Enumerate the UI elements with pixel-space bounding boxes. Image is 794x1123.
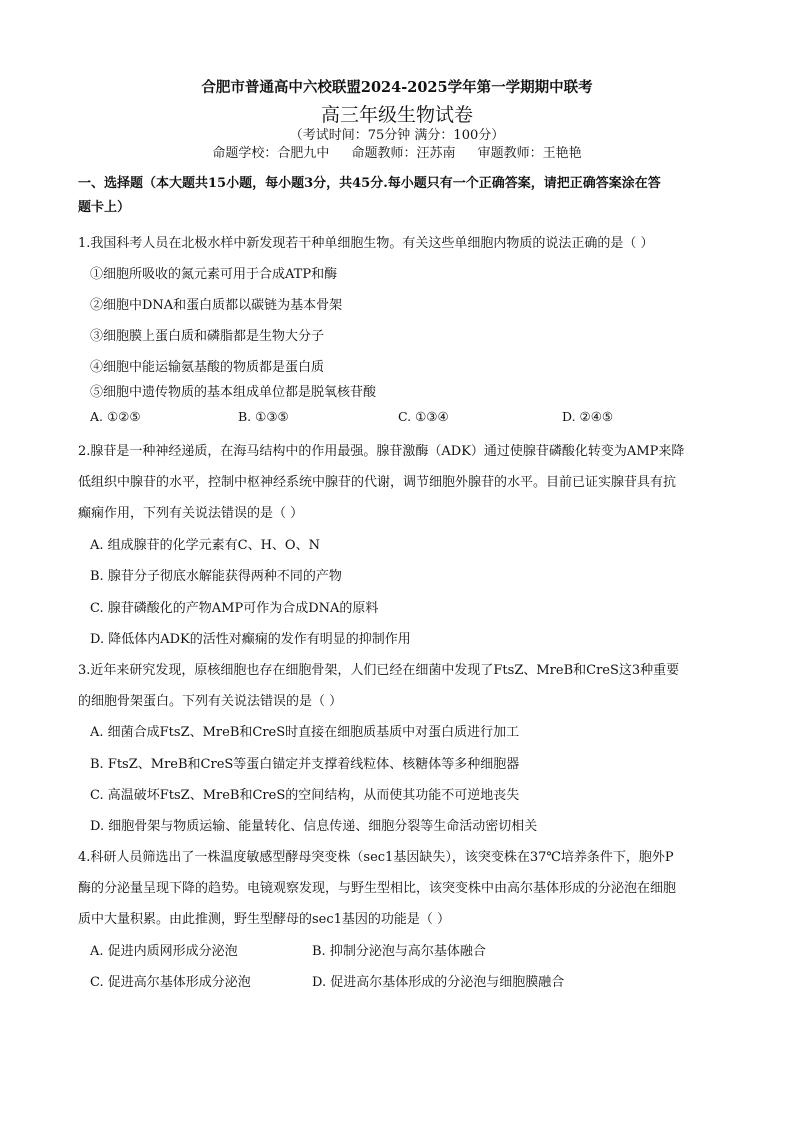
section-heading-line1: 一、选择题（本大题共15小题，每小题3分，共45分.每小题只有一个正确答案，请把正确答案涂在答 bbox=[78, 176, 661, 191]
q2-option-c: C. 腺苷磷酸化的产物AMP可作为合成DNA的原料 bbox=[90, 601, 379, 616]
q1-stem: 1.我国科考人员在北极水样中新发现若干种单细胞生物。有关这些单细胞内物质的说法正确的是（ ） bbox=[78, 236, 654, 251]
q2-stem-line: 2.腺苷是一种神经递质，在海马结构中的作用最强。腺苷激酶（ADK）通过使腺苷磷酸化转变为AMP来降 bbox=[78, 444, 685, 459]
q1-option-c: C. ①③④ bbox=[398, 409, 449, 424]
q1-item: ⑤细胞中遗传物质的基本组成单位都是脱氧核苷酸 bbox=[90, 385, 377, 400]
q4-stem-line: 质中大量积累。由此推测，野生型酵母的sec1基因的功能是（ ） bbox=[78, 912, 451, 927]
exam-author: 命题教师：汪苏南 bbox=[351, 146, 456, 161]
q2-option-d: D. 降低体内ADK的活性对癫痫的发作有明显的抑制作用 bbox=[90, 632, 411, 647]
q4-option-b: B. 抑制分泌泡与高尔基体融合 bbox=[312, 944, 486, 959]
q3-option-d: D. 细胞骨架与物质运输、能量转化、信息传递、细胞分裂等生命活动密切相关 bbox=[90, 819, 538, 834]
q1-option-b: B. ①③⑤ bbox=[238, 409, 289, 424]
q4-option-a: A. 促进内质网形成分泌泡 bbox=[90, 944, 238, 959]
exam-subtitle: 高三年级生物试卷 bbox=[320, 104, 473, 126]
q4-option-d: D. 促进高尔基体形成的分泌泡与细胞膜融合 bbox=[312, 975, 565, 990]
exam-school: 命题学校：合肥九中 bbox=[212, 146, 330, 161]
q1-item: ④细胞中能运输氨基酸的物质都是蛋白质 bbox=[90, 360, 325, 375]
q1-item: ②细胞中DNA和蛋白质都以碳链为基本骨架 bbox=[90, 298, 343, 313]
q1-item: ①细胞所吸收的氮元素可用于合成ATP和酶 bbox=[90, 267, 338, 282]
q3-option-b: B. FtsZ、MreB和CreS等蛋白锚定并支撑着线粒体、核糖体等多种细胞器 bbox=[90, 757, 520, 772]
q3-option-c: C. 高温破坏FtsZ、MreB和CreS的空间结构，从而使其功能不可逆地丧失 bbox=[90, 788, 520, 803]
q3-option-a: A. 细菌合成FtsZ、MreB和CreS时直接在细胞质基质中对蛋白质进行加工 bbox=[90, 725, 520, 740]
q3-stem-line: 的细胞骨架蛋白。下列有关说法错误的是（ ） bbox=[78, 694, 343, 709]
q4-option-c: C. 促进高尔基体形成分泌泡 bbox=[90, 975, 251, 990]
q2-stem-line: 低组织中腺苷的水平，控制中枢神经系统中腺苷的代谢，调节细胞外腺苷的水平。目前已证实腺苷具有抗 bbox=[78, 475, 677, 490]
exam-credits bbox=[0, 142, 794, 161]
q4-stem-line: 4.科研人员筛选出了一株温度敏感型酵母突变株（sec1基因缺失），该突变株在37℃培养条件下，胞外P bbox=[78, 850, 674, 865]
q2-stem-line: 癫痫作用，下列有关说法错误的是（ ） bbox=[78, 506, 304, 521]
q1-option-d: D. ②④⑤ bbox=[562, 409, 614, 424]
q3-stem-line: 3.近年来研究发现，原核细胞也存在细胞骨架，人们已经在细菌中发现了FtsZ、MreB和CreS这3种重要 bbox=[78, 663, 680, 678]
q1-option-a: A. ①②⑤ bbox=[90, 409, 141, 424]
q4-stem-line: 酶的分泌量呈现下降的趋势。电镜观察发现，与野生型相比，该突变株中由高尔基体形成的分泌泡在细胞 bbox=[78, 881, 677, 896]
section-heading-line2: 题卡上） bbox=[78, 200, 131, 215]
q1-item: ③细胞膜上蛋白质和磷脂都是生物大分子 bbox=[90, 329, 325, 344]
q2-option-b: B. 腺苷分子彻底水解能获得两种不同的产物 bbox=[90, 569, 342, 584]
exam-title: 合肥市普通高中六校联盟2024-2025学年第一学期期中联考 bbox=[201, 79, 593, 96]
q2-option-a: A. 组成腺苷的化学元素有C、H、O、N bbox=[90, 538, 320, 553]
exam-reviewer: 审题教师：王艳艳 bbox=[477, 146, 582, 161]
exam-info: （考试时间：75分钟 满分：100分） bbox=[289, 128, 505, 143]
